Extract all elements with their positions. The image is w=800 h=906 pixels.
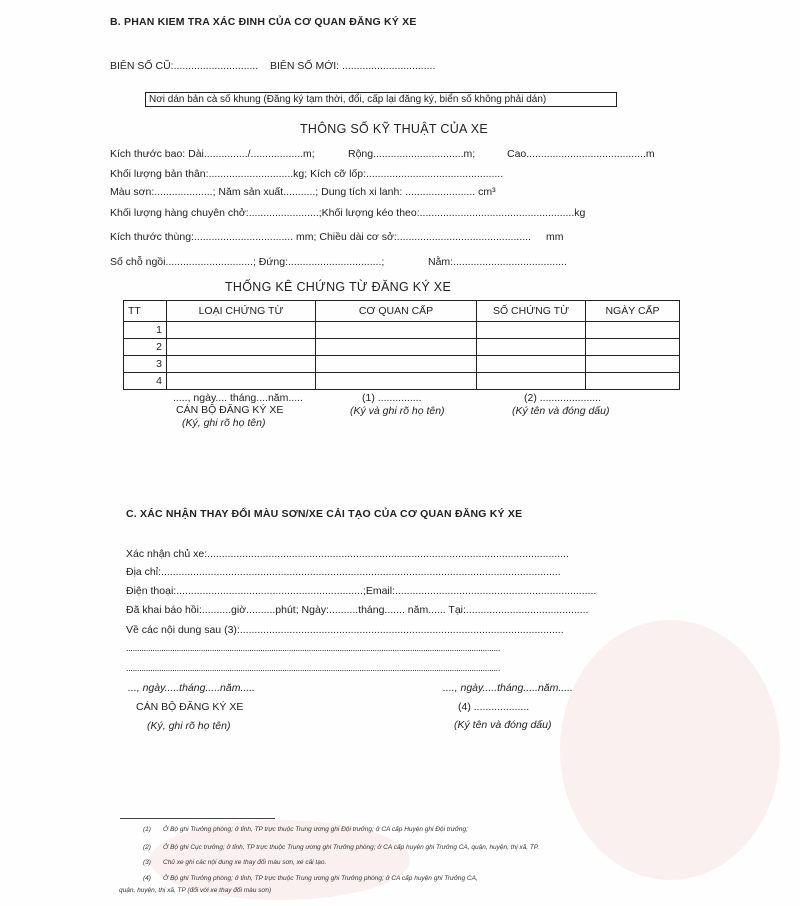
col-issuer: CƠ QUAN CẤP [316, 301, 477, 322]
seats-field: Số chỗ ngồi..............................; Đứng:................................; [110, 256, 385, 268]
cell [316, 373, 477, 390]
cell [167, 339, 316, 356]
new-plate-field: BIÊN SỐ MỚI: ................................ [270, 60, 436, 72]
sign1-note: (Ký và ghi rõ họ tên) [350, 405, 445, 417]
left-officer-title: CÁN BỘ ĐĂNG KÝ XE [136, 701, 244, 713]
cell [316, 356, 477, 373]
stats-title: THỐNG KÊ CHỨNG TỪ ĐĂNG KÝ XE [225, 280, 452, 294]
size-height-field: Cao.........................................m [507, 148, 655, 160]
size-length-field: Kích thước bao: Dài.............../..................m; [110, 148, 315, 160]
table-row [124, 322, 680, 339]
footnote-2: Ở Bộ ghi Cục trưởng; ở tỉnh, TP trực thuộc Trung ương ghi Trưởng phòng; ở CA cấp huyện ghi Trưởng CA, quận, huyện, thị xã, TP. [163, 844, 540, 851]
cell [586, 373, 680, 390]
sign2-number: (2) ..................... [524, 392, 602, 404]
tank-size-field: Kích thước thùng:.................................. mm; Chiều dài cơ sở:.............................................. [110, 231, 531, 243]
section-b-heading: B. PHAN KIEM TRA XÁC ĐINH CỦA CƠ QUAN ĐĂNG KÝ XE [110, 16, 417, 28]
sign-officer-note: (Ký, ghi rõ họ tên) [182, 417, 266, 429]
address-field: Địa chỉ:......................................................................................................................................... [126, 566, 561, 578]
left-date: ..., ngày.....tháng.....năm..... [128, 682, 256, 694]
frame-number-box: Nơi dán bản cà số khung (Đăng ký tạm thời, đổi, cấp lại đăng ký, biển số không phải dán) [145, 92, 617, 107]
cell [316, 339, 477, 356]
cell [586, 322, 680, 339]
table-row [124, 339, 680, 356]
row-number: 1 [124, 322, 167, 339]
section-c-heading: C. XÁC NHẬN THAY ĐỔI MÀU SƠN/XE CẢI TẠO CỦA CƠ QUAN ĐĂNG KÝ XE [126, 508, 523, 520]
cell [477, 322, 586, 339]
documents-table [123, 300, 680, 390]
lying-field: Nằm:....................................... [428, 256, 567, 268]
content-dots-2: .......................................................................................................................................................................... [126, 663, 501, 673]
size-width-field: Rộng...............................m; [348, 148, 476, 160]
self-weight-field: Khối lượng bản thân:.............................kg; Kích cỡ lốp:............................................... [110, 168, 504, 180]
declared-field: Đã khai báo hồi:..........giờ..........phút; Ngày:..........tháng....... năm...... Tại:.......................................... [126, 604, 589, 616]
content-field: Về các nội dung sau (3):............................................................................................................... [126, 624, 564, 636]
col-doc-number: SỐ CHỨNG TỪ [477, 301, 586, 322]
row-number: 3 [124, 356, 167, 373]
table-row [124, 373, 680, 390]
footnote-1: Ở Bộ ghi Trưởng phòng; ở tỉnh, TP trực thuộc Trung ương ghi Đội trưởng; ở CA cấp Huyện ghi Đội trưởng; [163, 826, 468, 833]
row-number: 4 [124, 373, 167, 390]
paint-year-field: Màu sơn:....................; Năm sản xuất...........; Dung tích xi lanh: ........................ cm³ [110, 186, 496, 198]
content-dots-1: .......................................................................................................................................................................... [126, 643, 501, 653]
sign2-note: (Ký tên và đóng dấu) [512, 405, 610, 417]
sign-officer-title: CÁN BỘ ĐĂNG KÝ XE [176, 404, 284, 416]
sign1-number: (1) ............... [362, 392, 422, 404]
right-date: ...., ngày.....tháng.....năm..... [443, 682, 573, 694]
footnote-2-mark: (2) [143, 844, 151, 851]
footnote-4: Ở Bộ ghi Trưởng phòng; ở tỉnh, TP trực thuộc Trung ương ghi Trưởng phòng; ở CA cấp huyện ghi Trưởng CA, [163, 875, 478, 882]
cell [167, 322, 316, 339]
cell [477, 356, 586, 373]
footnote-4-cont: quận, huyện, thị xã, TP (đối với xe thay đổi màu sơn) [119, 887, 272, 894]
cell [477, 339, 586, 356]
footnote-4-mark: (4) [143, 875, 151, 882]
right-number: (4) ................... [458, 701, 530, 713]
cell [316, 322, 477, 339]
cell [167, 373, 316, 390]
right-note: (Ký tên và đóng dấu) [454, 719, 552, 731]
table-row [124, 356, 680, 373]
col-issue-date: NGÀY CẤP [586, 301, 680, 322]
phone-email-field: Điện thoại:................................................................;Email:..................................................................... [126, 585, 597, 597]
old-plate-field: BIÊN SỐ CŨ:............................. [110, 60, 259, 72]
left-officer-note: (Ký, ghi rõ họ tên) [147, 720, 231, 732]
cargo-weight-field: Khối lượng hàng chuyên chở:........................;Khối lượng kéo theo:.....................................................kg [110, 207, 586, 219]
sign-date: ....., ngày.... tháng....năm..... [173, 392, 303, 404]
tech-specs-title: THÔNG SỐ KỸ THUẬT CỦA XE [300, 122, 489, 136]
tank-unit: mm [546, 231, 564, 243]
cell [167, 356, 316, 373]
cell [586, 339, 680, 356]
footnote-3: Chủ xe ghi các nội dung xe thay đổi màu sơn, xe cải tạo. [163, 859, 327, 866]
footnote-1-mark: (1) [143, 826, 151, 833]
col-tt: TT [124, 301, 167, 322]
cell [477, 373, 586, 390]
footnote-3-mark: (3) [143, 859, 151, 866]
table-header-row [124, 301, 680, 322]
footnote-divider [120, 818, 275, 819]
col-doc-type: LOẠI CHỨNG TỪ [167, 301, 316, 322]
row-number: 2 [124, 339, 167, 356]
owner-field: Xác nhận chủ xe:............................................................................................................................ [126, 548, 569, 560]
cell [586, 356, 680, 373]
